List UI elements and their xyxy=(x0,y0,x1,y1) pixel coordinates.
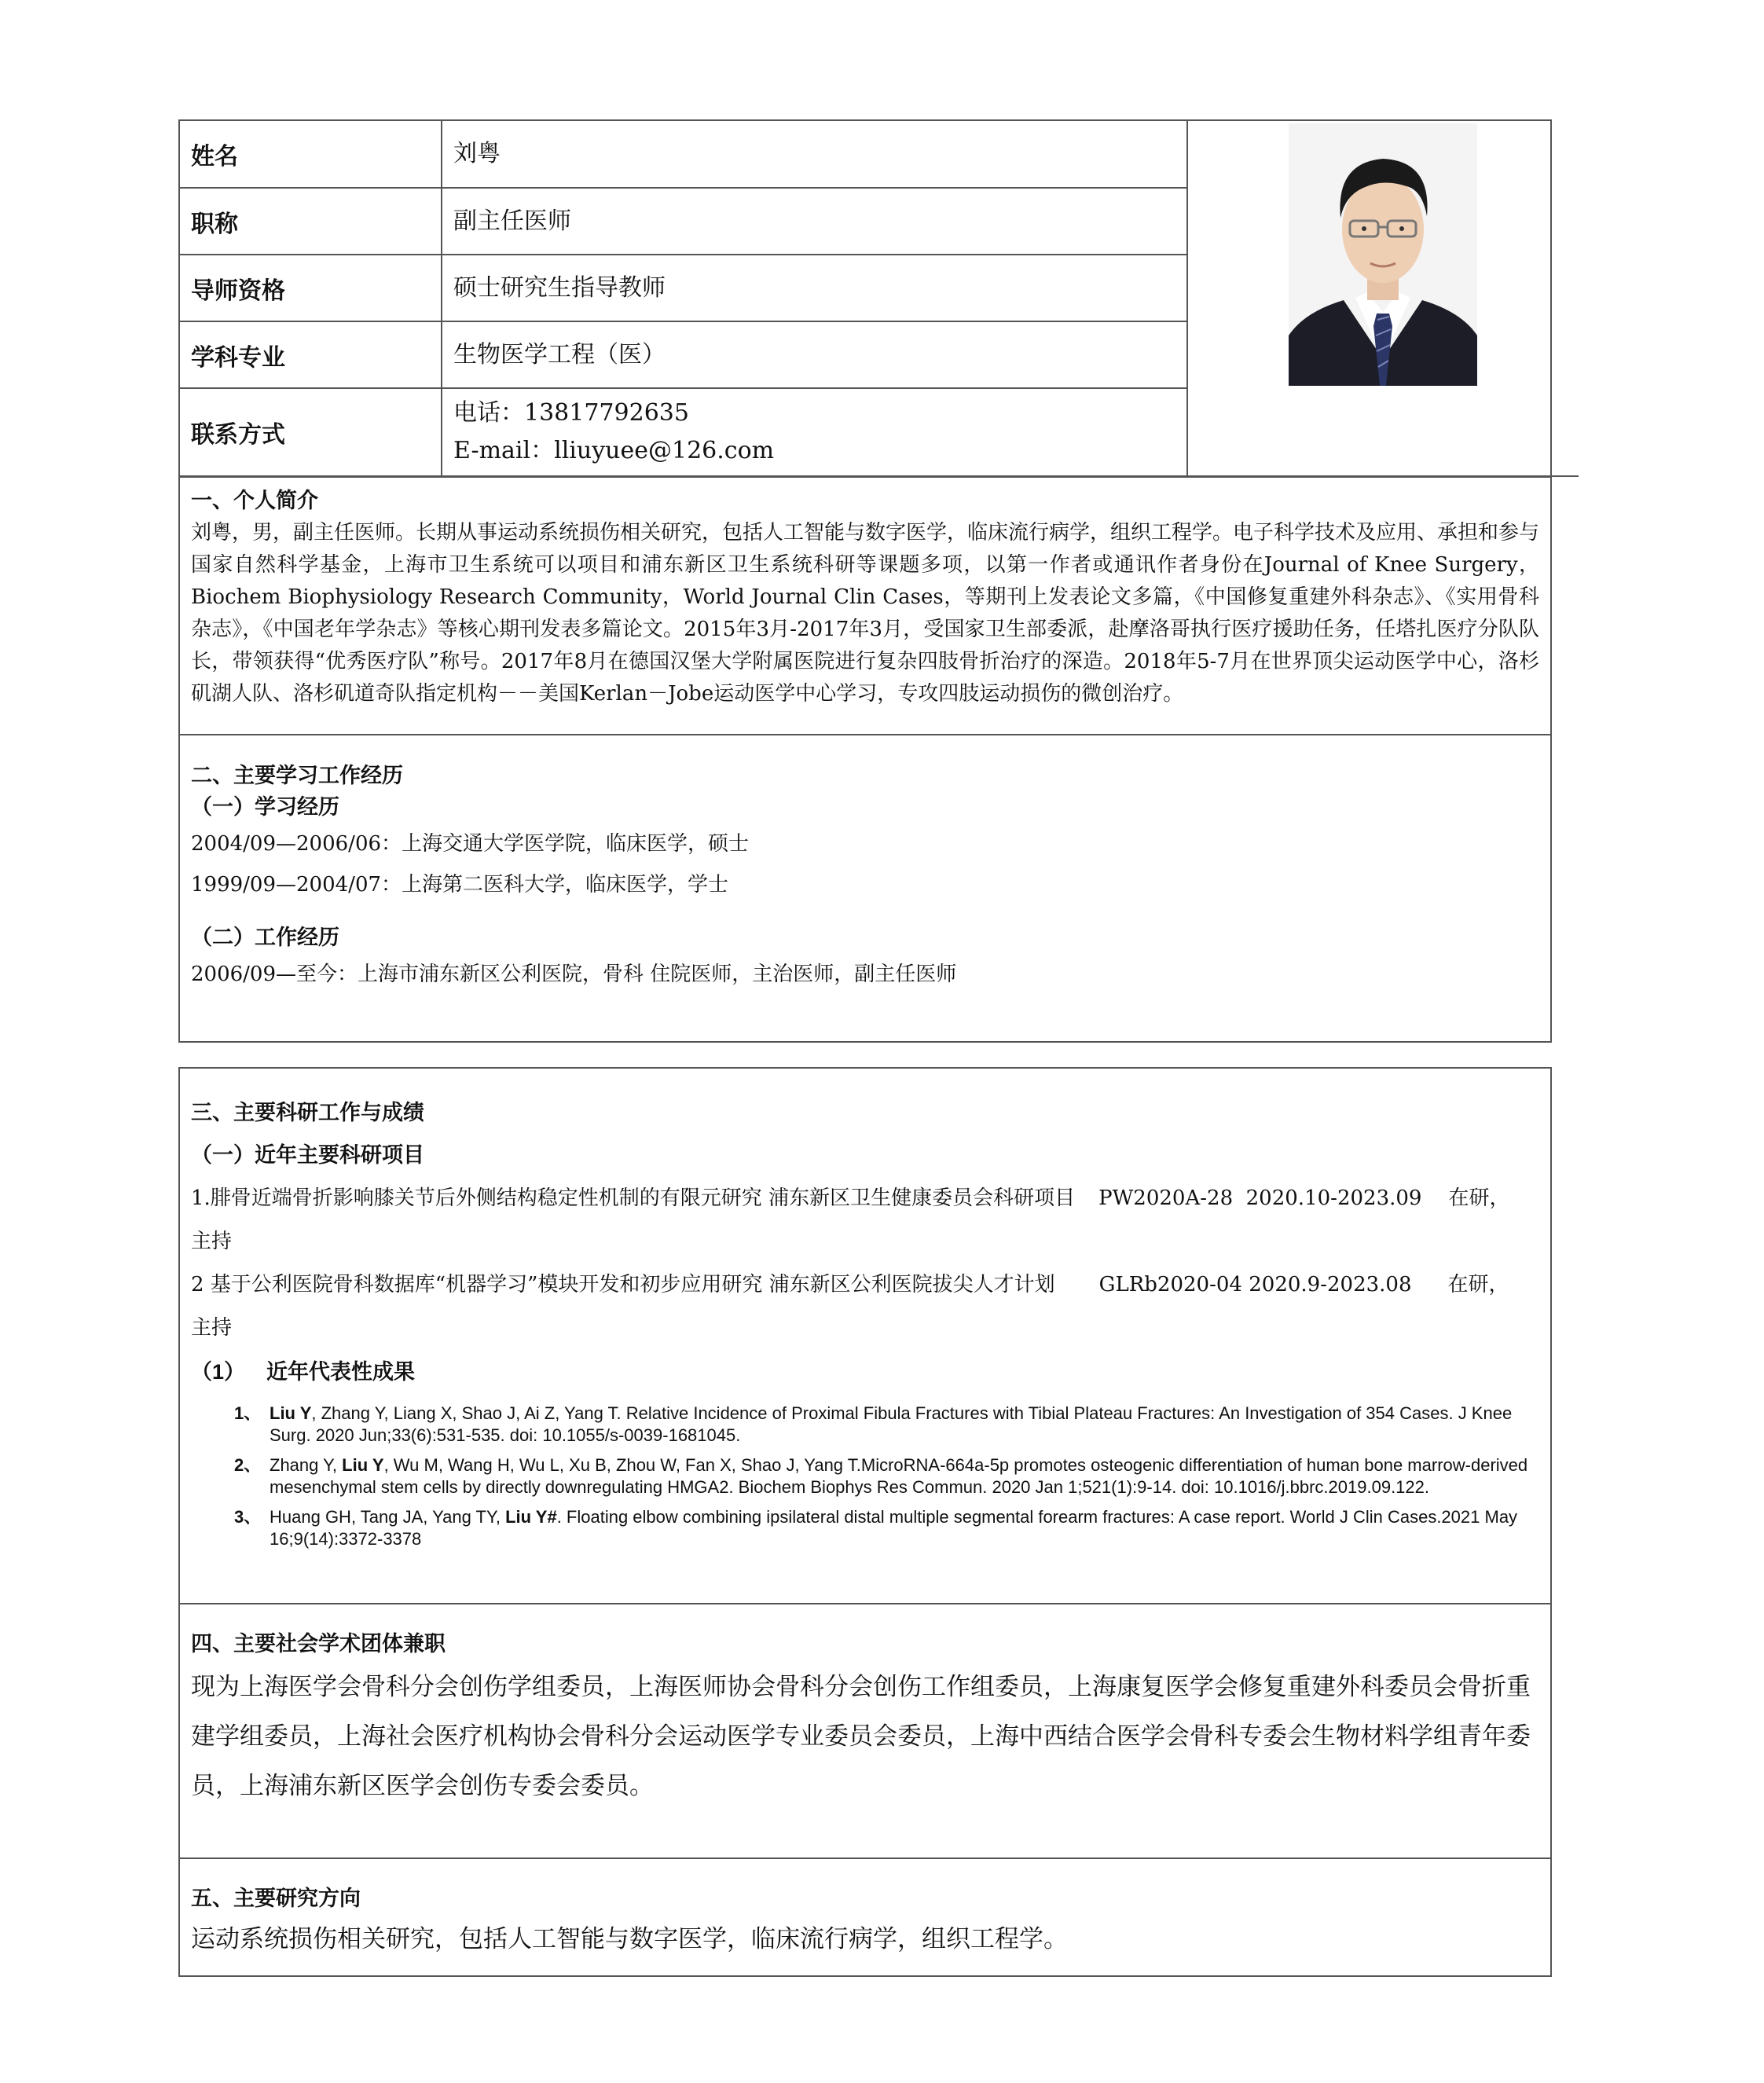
project-title: 1.腓骨近端骨折影响膝关节后外侧结构稳定性机制的有限元研究 浦东新区卫生健康委员会科研项目 xyxy=(191,1186,1076,1210)
project-period: 2020.9-2023.08 xyxy=(1249,1273,1412,1296)
portrait-photo xyxy=(1289,123,1477,386)
work-heading: （二）工作经历 xyxy=(191,926,339,950)
label-name: 姓名 xyxy=(180,121,442,188)
value-supervisor: 硕士研究生指导教师 xyxy=(442,255,1187,321)
project-code: PW2020A-28 xyxy=(1098,1186,1234,1210)
profile-table xyxy=(178,119,1552,478)
project-role: 主持 xyxy=(191,1230,233,1253)
intro-text: 刘粤，男，副主任医师。长期从事运动系统损伤相关研究，包括人工智能与数字医学，临床流行病学，组织工程学。电子科学技术及应用、承担和参与国家自然科学基金，上海市卫生系统可以项目和浦东新区卫生系统科研等课题多项，以第一作者或通讯作者身份在Journal of Knee Surgery，Biochem Biophysiology Research Community，World Journal Clin Cases，等期刊上发表论文多篇，《中国修复重建外科杂志》、《实用骨科杂志》，《中国老年学杂志》等核心期刊发表多篇论文。2015年3月-2017年3月，受国家卫生部委派，赴摩洛哥执行医疗援助任务，任塔扎医疗分队队长，带领获得“优秀医疗队”称号。2017年8月在德国汉堡大学附属医院进行复杂四肢骨折治疗的深造。2018年5-7月在世界顶尖运动医学中心，洛杉矶湖人队、洛杉矶道奇队指定机构－－美国Kerlan－Jobe运动医学中心学习，专攻四肢运动损伤的微创治疗。 xyxy=(191,521,1540,706)
work-item: 2006/09—至今：上海市浦东新区公利医院，骨科 住院医师，主治医师，副主任医师 xyxy=(191,963,957,986)
project-item xyxy=(191,1263,1539,1350)
reference-item: 2、 Zhang Y, Liu Y, Wu M, Wang H, Wu L, Xu B, Zhou W, Fan X, Shao J, Yang T.MicroRNA-664a-5p promotes osteogenic differentiation of human bone marrow-derived mesenchymal stem cells by directly downregulating HMGA2. Biochem Biophys Res Commun. 2020 Jan 1;521(1):9-14. doi: 10.1016/j.bbrc.2019.09.122. xyxy=(234,1455,1528,1497)
project-status: 在研， xyxy=(1447,1273,1509,1296)
projects-heading: （一）近年主要科研项目 xyxy=(191,1143,424,1168)
intro-section xyxy=(178,476,1552,735)
photo-cell xyxy=(1187,121,1579,476)
reference-item: 1、 Liu Y, Zhang Y, Liang X, Shao J, Ai Z, Yang T. Relative Incidence of Proximal Fibula Fractures with Tibial Plateau Fractures: An Investigation of 354 Cases. J Knee Surg. 2020 Jun;33(6):531-535. doi: 10.1055/s-0039-1681045. xyxy=(234,1403,1513,1445)
experience-heading: 二、主要学习工作经历 xyxy=(191,764,403,788)
label-discipline: 学科专业 xyxy=(180,321,442,388)
project-title: 2 基于公利医院骨科数据库“机器学习”模块开发和初步应用研究 浦东新区公利医院拔尖人才计划 xyxy=(191,1273,1055,1296)
profile-grid xyxy=(180,121,1579,477)
contact-phone: 电话：13817792635 xyxy=(453,399,689,427)
direction-text: 运动系统损伤相关研究，包括人工智能与数字医学，临床流行病学，组织工程学。 xyxy=(191,1925,1068,1953)
achievements-heading: （1） 近年代表性成果 xyxy=(191,1360,415,1384)
contact-email: E-mail：lliuyuee@126.com xyxy=(453,437,775,464)
societies-section xyxy=(178,1603,1552,1859)
societies-heading: 四、主要社会学术团体兼职 xyxy=(191,1632,446,1656)
experience-section xyxy=(178,734,1552,1043)
reference-item: 3、 Huang GH, Tang JA, Yang TY, Liu Y#. Floating elbow combining ipsilateral distal multiple segmental forearm fractures: A case report. World J Clin Cases.2021 May 16;9(14):3372-3378 xyxy=(234,1507,1518,1549)
project-status: 在研， xyxy=(1448,1186,1510,1210)
research-section xyxy=(178,1067,1552,1604)
project-period: 2020.10-2023.09 xyxy=(1245,1186,1422,1210)
value-title: 副主任医师 xyxy=(442,188,1187,255)
value-discipline: 生物医学工程（医） xyxy=(442,321,1187,388)
research-heading: 三、主要科研工作与成绩 xyxy=(191,1101,424,1125)
project-code: GLRb2020-04 xyxy=(1098,1273,1242,1296)
study-item: 1999/09—2004/07：上海第二医科大学，临床医学，学士 xyxy=(191,873,729,897)
reference-list xyxy=(191,1403,1539,1550)
direction-section xyxy=(178,1857,1552,1977)
project-item xyxy=(191,1177,1539,1263)
label-title: 职称 xyxy=(180,188,442,255)
direction-heading: 五、主要研究方向 xyxy=(191,1887,361,1911)
value-name: 刘粤 xyxy=(442,121,1187,188)
value-contact xyxy=(442,388,1187,476)
societies-text: 现为上海医学会骨科分会创伤学组委员，上海医师协会骨科分会创伤工作组委员，上海康复医学会修复重建外科委员会骨折重建学组委员，上海社会医疗机构协会骨科分会运动医学专业委员会委员，上海中西结合医学会骨科专委会生物材料学组青年委员，上海浦东新区医学会创伤专委会委员。 xyxy=(191,1673,1531,1800)
project-role: 主持 xyxy=(191,1316,233,1340)
study-heading: （一）学习经历 xyxy=(191,795,339,820)
study-item: 2004/09—2006/06：上海交通大学医学院，临床医学，硕士 xyxy=(191,832,750,856)
label-contact: 联系方式 xyxy=(180,388,442,476)
label-supervisor: 导师资格 xyxy=(180,255,442,321)
intro-heading: 一、个人简介 xyxy=(191,489,318,513)
